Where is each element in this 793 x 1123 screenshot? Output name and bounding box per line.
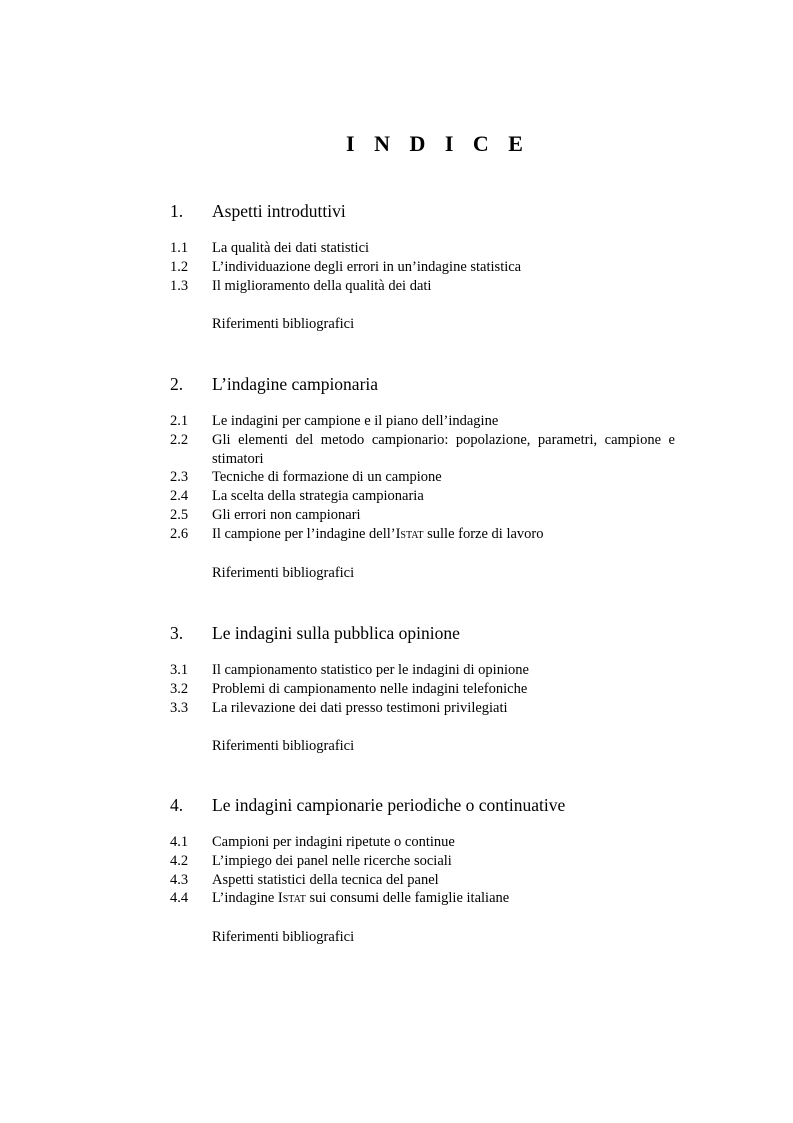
section-title-text: sui consumi delle famiglie italiane	[305, 890, 510, 907]
section-entry	[0, 431, 793, 469]
chapter-heading	[0, 795, 793, 819]
section-list	[0, 412, 793, 544]
section-title: Problemi di campionamento nelle indagini telefoniche	[212, 680, 528, 697]
section-number: 4.3	[170, 871, 189, 888]
section-number: 3.1	[170, 662, 189, 678]
section-title: Aspetti statistici della tecnica del panel	[212, 871, 439, 888]
section-entry	[0, 661, 793, 680]
chapter-number: 2.	[170, 374, 184, 394]
section-entry	[0, 412, 793, 431]
page-title: I N D I C E	[346, 131, 530, 156]
references-label: Riferimenti bibliografici	[212, 316, 355, 332]
section-number: 4.4	[170, 890, 189, 907]
section-title-text: sulle forze di lavoro	[423, 525, 544, 542]
section-title: La rilevazione dei dati presso testimoni privilegiati	[212, 699, 508, 716]
section-entry	[0, 258, 793, 277]
references-label: Riferimenti bibliografici	[212, 738, 355, 754]
chapter-number: 4.	[170, 795, 184, 815]
chapter-number: 3.	[170, 623, 184, 643]
chapter-heading	[0, 374, 793, 398]
section-list	[0, 833, 793, 908]
section-title	[212, 889, 675, 908]
section-entry	[0, 487, 793, 506]
section-entry	[0, 889, 793, 908]
section-title: Tecniche di formazione di un campione	[212, 469, 442, 486]
section-entry	[0, 833, 793, 852]
section-title: La qualità dei dati statistici	[212, 240, 370, 256]
section-number: 4.1	[170, 834, 189, 850]
section-entry	[0, 680, 793, 699]
chapter-1	[0, 201, 793, 332]
references-label: Riferimenti bibliografici	[212, 565, 355, 581]
chapter-number: 1.	[170, 201, 184, 221]
section-number: 2.4	[170, 488, 189, 505]
section-title: L’individuazione degli errori in un’indagine statistica	[212, 258, 522, 275]
section-number: 2.5	[170, 506, 189, 523]
chapter-title: Le indagini sulla pubblica opinione	[212, 623, 460, 643]
section-number: 2.6	[170, 525, 189, 542]
section-title: Campioni per indagini ripetute o continue	[212, 834, 455, 850]
section-title-text: L’indagine	[212, 890, 278, 907]
section-title: La scelta della strategia campionaria	[212, 488, 424, 505]
chapter-title: Aspetti introduttivi	[212, 201, 346, 221]
chapter-4	[0, 795, 793, 945]
section-number: 1.1	[170, 240, 189, 256]
section-entry	[0, 852, 793, 871]
section-list	[0, 239, 793, 295]
section-title: Le indagini per campione e il piano dell’indagine	[212, 413, 499, 429]
section-number: 3.2	[170, 680, 189, 697]
section-title: Gli elementi del metodo campionario: popolazione, parametri, campione e stimatori	[212, 431, 675, 467]
section-entry	[0, 871, 793, 890]
section-entry	[0, 239, 793, 258]
section-entry	[0, 277, 793, 296]
section-number: 1.2	[170, 258, 189, 275]
section-title: Gli errori non campionari	[212, 506, 361, 523]
section-title: Il miglioramento della qualità dei dati	[212, 277, 432, 294]
section-entry	[0, 506, 793, 525]
references-label: Riferimenti bibliografici	[212, 929, 355, 945]
section-title: L’impiego dei panel nelle ricerche sociali	[212, 852, 452, 869]
chapter-heading	[0, 201, 793, 225]
section-number: 2.1	[170, 413, 189, 429]
section-title: Il campionamento statistico per le indagini di opinione	[212, 662, 529, 678]
section-entry	[0, 468, 793, 487]
chapter-3	[0, 623, 793, 754]
section-number: 4.2	[170, 852, 189, 869]
chapter-2	[0, 374, 793, 581]
section-number: 1.3	[170, 277, 189, 294]
chapter-heading	[0, 623, 793, 647]
section-entry	[0, 699, 793, 718]
istat-small-caps: Istat	[395, 525, 424, 542]
section-list	[0, 661, 793, 717]
istat-small-caps: Istat	[277, 890, 306, 907]
section-title	[212, 525, 675, 544]
section-number: 2.3	[170, 469, 189, 486]
chapter-title: Le indagini campionarie periodiche o continuative	[212, 795, 566, 815]
section-number: 2.2	[170, 431, 189, 448]
section-title-text: Il campione per l’indagine dell’	[212, 525, 396, 542]
section-number: 3.3	[170, 699, 189, 716]
section-entry	[0, 525, 793, 544]
chapter-title: L’indagine campionaria	[212, 374, 379, 394]
